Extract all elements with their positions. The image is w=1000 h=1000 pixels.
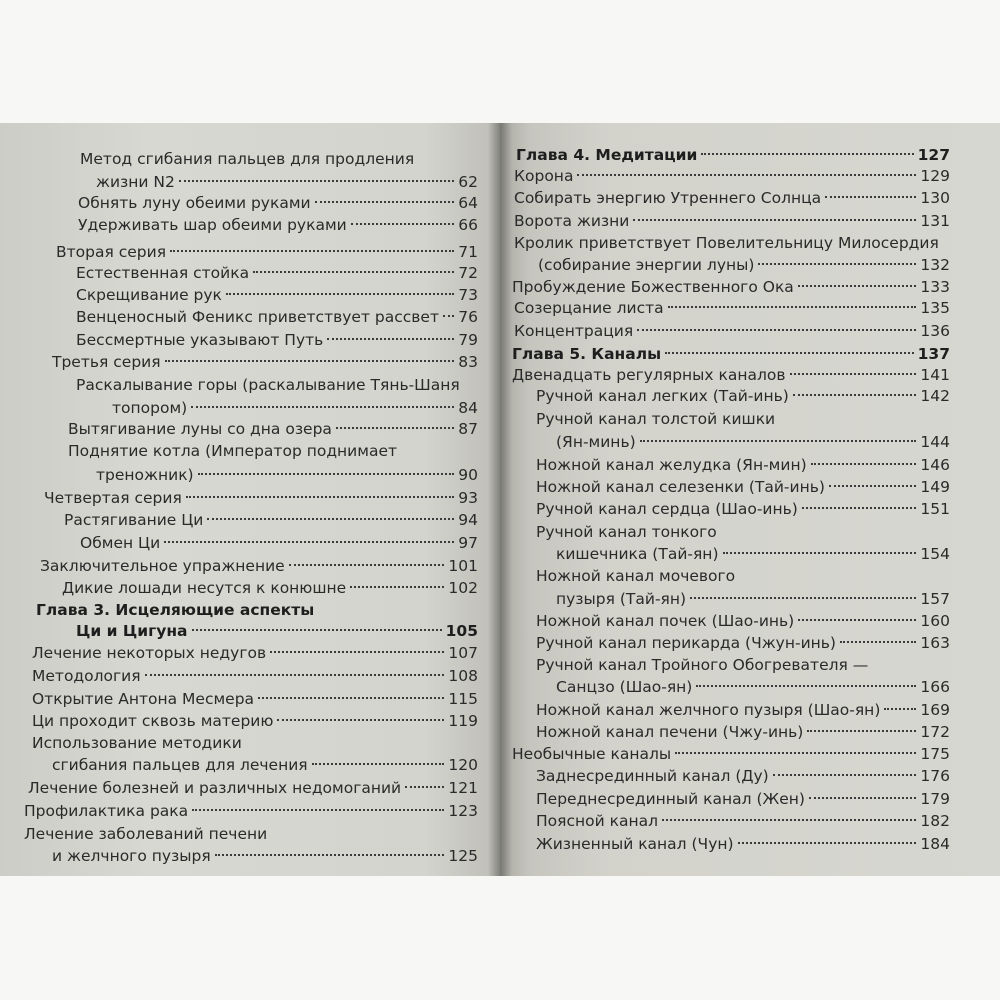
left-toc-entry [96, 463, 478, 487]
dot-leader [884, 708, 916, 710]
right-toc-entry [556, 542, 950, 566]
book-gutter [488, 123, 512, 876]
toc-entry-title: жизни N2 [96, 173, 175, 191]
toc-entry-title: Ручной канал толстой кишки [536, 410, 776, 428]
toc-entry-title: кишечника (Тай-ян) [556, 545, 719, 563]
dot-leader [723, 552, 917, 554]
dot-leader [164, 541, 454, 543]
toc-entry-title: Пробуждение Божественного Ока [512, 278, 794, 296]
toc-entry-title: (собирание энергии луны) [538, 256, 755, 274]
dot-leader [802, 507, 917, 509]
left-toc-entry [76, 373, 460, 397]
toc-entry-title: Жизненный канал (Чун) [536, 835, 734, 853]
toc-entry-title: (Ян-минь) [556, 433, 636, 451]
toc-entry-page-number: 62 [458, 173, 478, 191]
toc-entry-page-number: 172 [920, 723, 950, 741]
toc-entry-title: Четвертая серия [44, 489, 182, 507]
toc-entry-title: Ручной канал легких (Тай-инь) [536, 387, 789, 405]
right-toc-entry [514, 231, 939, 255]
right-toc-entry [536, 475, 950, 499]
toc-entry-title: Вытягивание луны со дна озера [68, 420, 332, 438]
toc-entry-page-number: 90 [458, 466, 478, 484]
left-toc-entry [40, 554, 478, 578]
toc-entry-page-number: 179 [920, 790, 950, 808]
right-toc-entry [536, 631, 950, 655]
toc-entry-title: Раскалывание горы (раскалывание Тянь-Шаня [76, 376, 460, 394]
dot-leader [145, 674, 445, 676]
toc-entry-title: Естественная стойка [76, 264, 250, 282]
toc-entry-title: Вторая серия [56, 243, 167, 261]
toc-entry-title: Ворота жизни [514, 212, 630, 230]
dot-leader [443, 315, 454, 317]
dot-leader [696, 685, 916, 687]
toc-entry-page-number: 71 [458, 243, 478, 261]
dot-leader [637, 329, 916, 331]
dot-leader [289, 564, 445, 566]
toc-entry-page-number: 120 [448, 756, 478, 774]
right-toc-entry [536, 497, 950, 521]
toc-entry-page-number: 94 [458, 511, 478, 529]
dot-leader [312, 763, 445, 765]
right-toc-entry [556, 675, 950, 699]
left-toc-entry [52, 753, 478, 777]
right-toc-entry [536, 609, 950, 633]
toc-entry-page-number: 133 [920, 278, 950, 296]
toc-entry-page-number: 87 [458, 420, 478, 438]
right-toc-entry [536, 653, 868, 677]
dot-leader [327, 338, 454, 340]
toc-entry-title: Двенадцать регулярных каналов [512, 366, 786, 384]
dot-leader [215, 854, 445, 856]
toc-entry-title: Лечение заболеваний печени [24, 825, 268, 843]
toc-entry-page-number: 131 [920, 212, 950, 230]
toc-entry-page-number: 105 [445, 622, 478, 640]
toc-entry-page-number: 132 [920, 256, 950, 274]
dot-leader [793, 394, 917, 396]
toc-entry-page-number: 149 [920, 478, 950, 496]
left-toc-entry [32, 664, 478, 688]
left-toc-entry [32, 731, 242, 755]
dot-leader [350, 586, 444, 588]
toc-entry-title: Ручной канал сердца (Шао-инь) [536, 500, 798, 518]
toc-entry-page-number: 119 [448, 712, 478, 730]
toc-entry-title: Переднесрединный канал (Жен) [536, 790, 805, 808]
toc-entry-page-number: 101 [448, 557, 478, 575]
toc-entry-title: Профилактика рака [24, 802, 189, 820]
toc-entry-title: Концентрация [514, 322, 634, 340]
toc-entry-title: Ручной канал тонкого [536, 523, 717, 541]
right-toc-entry [514, 319, 950, 343]
toc-entry-title: Скрещивание рук [76, 286, 222, 304]
dot-leader [577, 174, 916, 176]
right-toc-entry [536, 384, 950, 408]
toc-entry-title: Обмен Ци [80, 534, 161, 552]
toc-entry-title: Третья серия [52, 353, 161, 371]
dot-leader [207, 518, 454, 520]
right-toc-entry [536, 407, 775, 431]
toc-entry-title: Ножной канал желчного пузыря (Шао-ян) [536, 701, 881, 719]
dot-leader [258, 697, 444, 699]
toc-entry-title: и желчного пузыря [52, 847, 211, 865]
toc-entry-page-number: 154 [920, 545, 950, 563]
toc-entry-page-number: 144 [920, 433, 950, 451]
toc-entry-page-number: 73 [458, 286, 478, 304]
dot-leader [668, 306, 917, 308]
dot-leader [675, 752, 916, 754]
toc-entry-page-number: 137 [917, 345, 950, 363]
toc-entry-page-number: 141 [920, 366, 950, 384]
dot-leader [690, 597, 916, 599]
dot-leader [840, 641, 916, 643]
left-toc-entry [44, 486, 478, 510]
toc-entry-title: Заключительное упражнение [40, 557, 285, 575]
toc-entry-page-number: 79 [458, 331, 478, 349]
dot-leader [191, 406, 454, 408]
dot-leader [226, 293, 454, 295]
left-toc-entry [78, 191, 478, 215]
toc-entry-page-number: 107 [448, 644, 478, 662]
left-toc-entry [24, 799, 478, 823]
toc-entry-title: Лечение некоторых недугов [32, 644, 267, 662]
dot-leader [270, 651, 444, 653]
toc-entry-page-number: 166 [920, 678, 950, 696]
right-toc-entry [536, 698, 950, 722]
toc-entry-title: Корона [514, 167, 574, 185]
toc-entry-page-number: 142 [920, 387, 950, 405]
toc-entry-page-number: 72 [458, 264, 478, 282]
left-toc-entry [78, 213, 478, 237]
dot-leader [351, 223, 455, 225]
toc-entry-title: треножник) [96, 466, 194, 484]
toc-entry-title: Удерживать шар обеими руками [78, 216, 347, 234]
dot-leader [738, 842, 917, 844]
right-toc-entry [536, 832, 950, 856]
toc-entry-page-number: 108 [448, 667, 478, 685]
toc-entry-title: Глава 3. Исцеляющие аспекты [36, 601, 315, 619]
left-page [0, 123, 500, 876]
dot-leader [773, 774, 917, 776]
toc-entry-page-number: 93 [458, 489, 478, 507]
dot-leader [315, 201, 455, 203]
right-toc-entry [536, 764, 950, 788]
toc-entry-page-number: 135 [920, 299, 950, 317]
toc-entry-page-number: 175 [920, 745, 950, 763]
left-toc-entry [28, 776, 478, 800]
toc-entry-title: Дикие лошади несутся к конюшне [62, 579, 347, 597]
toc-entry-title: Созерцание листа [514, 299, 664, 317]
dot-leader [662, 819, 916, 821]
toc-entry-title: Кролик приветствует Повелительницу Милосердия [514, 234, 939, 252]
toc-entry-page-number: 160 [920, 612, 950, 630]
dot-leader [170, 250, 454, 252]
dot-leader [253, 271, 454, 273]
right-toc-entry [512, 742, 950, 766]
right-toc-entry [514, 186, 950, 210]
left-toc-entry [76, 619, 478, 643]
toc-entry-title: Ножной канал желудка (Ян-мин) [536, 456, 807, 474]
right-toc-entry [536, 809, 950, 833]
right-toc-entry [514, 209, 950, 233]
toc-entry-page-number: 125 [448, 847, 478, 865]
dot-leader [633, 219, 916, 221]
toc-entry-title: Поднятие котла (Император поднимает [68, 442, 398, 460]
toc-entry-page-number: 169 [920, 701, 950, 719]
toc-entry-page-number: 157 [920, 590, 950, 608]
toc-entry-title: Санцзо (Шао-ян) [556, 678, 693, 696]
toc-entry-page-number: 84 [458, 399, 478, 417]
left-toc-entry [76, 328, 478, 352]
toc-entry-title: Заднесрединный канал (Ду) [536, 767, 769, 785]
toc-entry-title: Ножной канал мочевого [536, 567, 736, 585]
toc-entry-title: Ножной канал селезенки (Тай-инь) [536, 478, 825, 496]
toc-entry-title: сгибания пальцев для лечения [52, 756, 308, 774]
toc-entry-title: Открытие Антона Месмера [32, 690, 255, 708]
dot-leader [790, 373, 917, 375]
left-toc-entry [76, 305, 478, 329]
toc-entry-page-number: 163 [920, 634, 950, 652]
right-toc-entry [536, 453, 950, 477]
right-toc-entry [536, 520, 717, 544]
toc-entry-page-number: 64 [458, 194, 478, 212]
toc-entry-page-number: 136 [920, 322, 950, 340]
toc-entry-title: Использование методики [32, 734, 242, 752]
left-toc-entry [80, 147, 414, 171]
toc-entry-title: Венценосный Феникс приветствует рассвет [76, 308, 439, 326]
right-toc-entry [556, 587, 950, 611]
toc-entry-title: Ручной канал Тройного Обогревателя — [536, 656, 869, 674]
toc-entry-page-number: 129 [920, 167, 950, 185]
toc-entry-title: Ци и Цигуна [76, 622, 188, 640]
dot-leader [807, 730, 916, 732]
dot-leader [829, 485, 917, 487]
dot-leader [701, 153, 913, 155]
left-toc-entry [68, 439, 397, 463]
toc-entry-title: Метод сгибания пальцев для продления [80, 150, 415, 168]
left-toc-entry [62, 576, 478, 600]
dot-leader [277, 719, 444, 721]
dot-leader [192, 629, 442, 631]
toc-entry-title: Ножной канал печени (Чжу-инь) [536, 723, 804, 741]
left-toc-entry [24, 822, 267, 846]
dot-leader [811, 463, 917, 465]
toc-entry-title: Лечение болезней и различных недомоганий [28, 779, 402, 797]
toc-entry-title: Бессмертные указывают Путь [76, 331, 324, 349]
toc-entry-title: Глава 4. Медитации [516, 146, 698, 164]
right-toc-entry [556, 430, 950, 454]
toc-entry-page-number: 115 [448, 690, 478, 708]
toc-entry-title: Необычные каналы [512, 745, 672, 763]
left-toc-entry [64, 508, 478, 532]
left-toc-entry [76, 283, 478, 307]
dot-leader [336, 427, 454, 429]
toc-entry-page-number: 130 [920, 189, 950, 207]
left-toc-entry [32, 641, 478, 665]
toc-entry-title: Обнять луну обеими руками [78, 194, 311, 212]
left-toc-entry [80, 531, 478, 555]
toc-entry-page-number: 176 [920, 767, 950, 785]
left-toc-entry [76, 261, 478, 285]
left-toc-entry [52, 350, 478, 374]
dot-leader [825, 196, 916, 198]
toc-entry-page-number: 102 [448, 579, 478, 597]
toc-entry-page-number: 123 [448, 802, 478, 820]
toc-entry-page-number: 182 [920, 812, 950, 830]
toc-entry-title: Собирать энергию Утреннего Солнца [514, 189, 822, 207]
toc-entry-page-number: 146 [920, 456, 950, 474]
toc-entry-title: Ручной канал перикарда (Чжун-инь) [536, 634, 836, 652]
dot-leader [809, 797, 916, 799]
dot-leader [798, 619, 916, 621]
toc-entry-page-number: 127 [917, 146, 950, 164]
right-toc-entry [514, 164, 950, 188]
toc-entry-page-number: 76 [458, 308, 478, 326]
dot-leader [186, 496, 454, 498]
toc-entry-title: Растягивание Ци [64, 511, 204, 529]
toc-entry-page-number: 97 [458, 534, 478, 552]
dot-leader [758, 263, 916, 265]
toc-entry-page-number: 83 [458, 353, 478, 371]
toc-entry-page-number: 66 [458, 216, 478, 234]
open-book [0, 123, 1000, 876]
right-toc-entry [536, 720, 950, 744]
right-toc-entry [538, 253, 950, 277]
toc-entry-page-number: 151 [920, 500, 950, 518]
toc-entry-title: топором) [112, 399, 188, 417]
toc-entry-title: Ци проходит сквозь материю [32, 712, 274, 730]
right-toc-entry [536, 564, 735, 588]
left-toc-entry [32, 687, 478, 711]
toc-entry-title: Глава 5. Каналы [512, 345, 662, 363]
dot-leader [665, 352, 914, 354]
dot-leader [179, 180, 454, 182]
dot-leader [165, 360, 455, 362]
right-page [500, 123, 1000, 876]
toc-entry-title: пузыря (Тай-ян) [556, 590, 687, 608]
dot-leader [798, 285, 917, 287]
left-toc-entry [32, 709, 478, 733]
toc-entry-title: Ножной канал почек (Шао-инь) [536, 612, 795, 630]
left-toc-entry [52, 844, 478, 868]
dot-leader [198, 473, 455, 475]
left-toc-entry [68, 417, 478, 441]
dot-leader [405, 786, 444, 788]
toc-entry-page-number: 184 [920, 835, 950, 853]
dot-leader [640, 440, 917, 442]
toc-entry-title: Методология [32, 667, 141, 685]
toc-entry-title: Поясной канал [536, 812, 659, 830]
right-toc-entry [514, 296, 950, 320]
toc-entry-page-number: 121 [448, 779, 478, 797]
dot-leader [192, 809, 444, 811]
right-toc-entry [536, 787, 950, 811]
